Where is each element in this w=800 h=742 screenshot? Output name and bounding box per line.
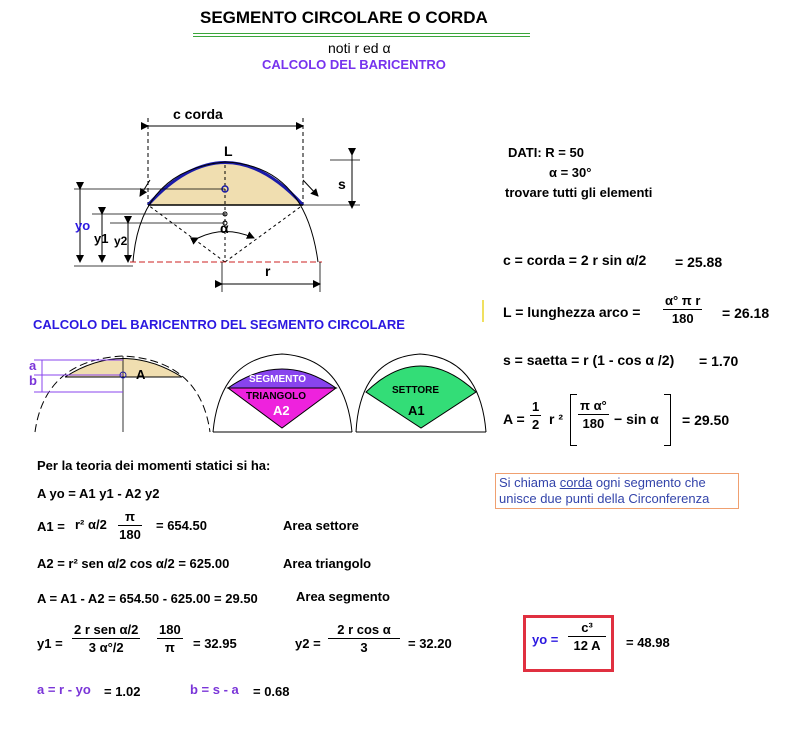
b-value: = 0.68 — [253, 684, 290, 699]
a-label: a — [29, 358, 37, 373]
area-desc: Area segmento — [296, 589, 390, 604]
section-heading: CALCOLO DEL BARICENTRO DEL SEGMENTO CIRCOLARE — [33, 317, 405, 332]
segment-diagram — [0, 0, 480, 300]
b-label: b — [29, 373, 37, 388]
y2-value: = 32.20 — [408, 636, 452, 651]
data-r: DATI: R = 50 — [508, 145, 584, 160]
arc-label: L — [224, 143, 233, 159]
data-alpha: α = 30° — [549, 165, 592, 180]
page-subtitle: CALCOLO DEL BARICENTRO — [262, 57, 446, 72]
cursor-marker — [482, 300, 484, 322]
y2-label: y2 — [114, 234, 128, 248]
y1-fraction: 2 r sen α/2 3 α°/2 — [74, 622, 139, 655]
formula-sagitta: s = saetta = r (1 - cos α /2) — [503, 352, 675, 368]
a1-expr: r² α/2 — [75, 517, 107, 532]
formula-area-sin: − sin α — [614, 411, 659, 427]
yo-label: yo — [75, 218, 91, 233]
triangolo-label: TRIANGOLO — [246, 391, 306, 402]
y1-lhs: y1 = — [37, 636, 63, 651]
a1-desc: Area settore — [283, 518, 359, 533]
yo-fraction: c³ 12 A — [568, 620, 606, 653]
given-text: noti r ed α — [328, 40, 391, 56]
formula-area-value: = 29.50 — [682, 412, 730, 428]
y1-label: y1 — [94, 231, 109, 246]
a2-label: A2 — [273, 403, 290, 418]
a-equation: a = r - yo — [37, 682, 91, 697]
data-task: trovare tutti gli elementi — [505, 185, 653, 200]
formula-arc-fraction: α° π r 180 — [665, 293, 701, 326]
formula-chord: c = corda = 2 r sin α/2 — [503, 252, 647, 268]
bracket-left — [570, 394, 577, 446]
segment-area-label: A — [136, 367, 146, 382]
theory-intro: Per la teoria dei momenti statici si ha: — [37, 458, 271, 473]
a2-desc: Area triangolo — [283, 556, 372, 571]
page-title: SEGMENTO CIRCOLARE O CORDA — [200, 8, 488, 27]
formula-arc-value: = 26.18 — [722, 305, 770, 321]
formula-sagitta-value: = 1.70 — [699, 353, 739, 369]
segmento-label: SEGMENTO — [249, 374, 307, 385]
a1-value: = 654.50 — [156, 518, 207, 533]
b-equation: b = s - a — [190, 682, 239, 697]
formula-arc-lhs: L = lunghezza arco = — [503, 304, 641, 320]
chord-definition-note: Si chiama corda ogni segmento che unisce due punti della Circonferenza — [495, 473, 739, 509]
yo-lhs: yo = — [532, 632, 559, 647]
r-label: r — [265, 263, 271, 279]
formula-area-fraction: π α° 180 — [580, 398, 607, 431]
formula-chord-value: = 25.88 — [675, 254, 723, 270]
area-equation: A = A1 - A2 = 654.50 - 625.00 = 29.50 — [37, 591, 258, 606]
formula-area-lhs: A = — [503, 411, 525, 427]
formula-area-r2: r ² — [549, 411, 563, 427]
a1-label: A1 — [408, 403, 425, 418]
y1-value: = 32.95 — [193, 636, 237, 651]
alpha-label: α — [220, 220, 229, 236]
sagitta-label: s — [338, 176, 346, 192]
a2-equation: A2 = r² sen α/2 cos α/2 = 625.00 — [37, 556, 230, 571]
yo-value: = 48.98 — [626, 635, 670, 650]
a-value: = 1.02 — [104, 684, 141, 699]
y1-fraction-2: 180 π — [159, 622, 181, 655]
y2-fraction: 2 r cos α 3 — [328, 622, 400, 655]
y2-lhs: y2 = — [295, 636, 321, 651]
formula-area-half: 1 2 — [532, 399, 540, 432]
chord-label: c corda — [173, 106, 223, 122]
a1-fraction: π 180 — [119, 509, 141, 542]
bracket-right — [664, 394, 671, 446]
a1-lhs: A1 = — [37, 519, 65, 534]
moment-equation: A yo = A1 y1 - A2 y2 — [37, 486, 160, 501]
settore-label: SETTORE — [392, 385, 440, 396]
